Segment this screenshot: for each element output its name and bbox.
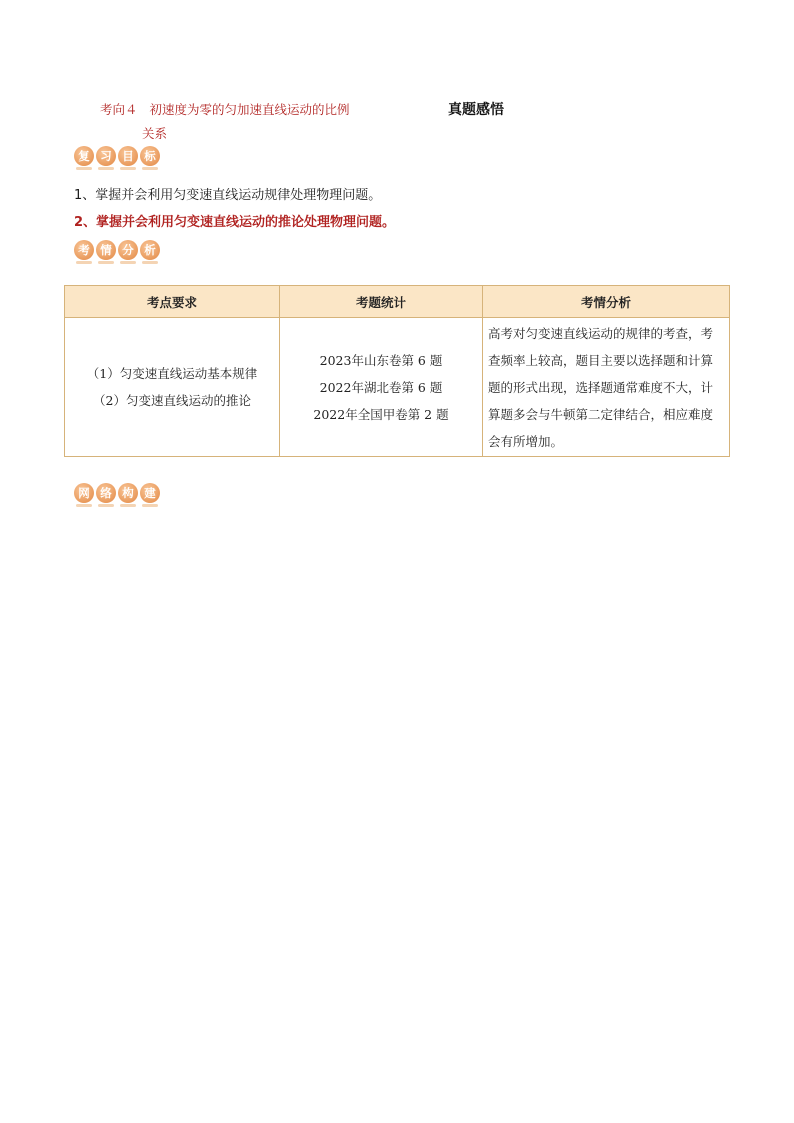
badge-exam-analysis — [74, 240, 160, 260]
topic-title: 初速度为零的匀加速直线运动的比例 — [149, 102, 350, 117]
badge-char: 建 — [140, 483, 160, 503]
badge-char: 考 — [74, 240, 94, 260]
requirements-cell — [65, 318, 280, 457]
table-header-row — [65, 286, 730, 318]
badge-char: 复 — [74, 146, 94, 166]
badge-char: 目 — [118, 146, 138, 166]
statistic-item: 2023年山东卷第 6 题 — [319, 352, 443, 368]
header-statistics: 考题统计 — [280, 286, 483, 318]
badge-char: 络 — [96, 483, 116, 503]
badge-char: 标 — [140, 146, 160, 166]
goal-item-1: 1、掌握并会利用匀变速直线运动规律处理物理问题。 — [74, 188, 382, 203]
topic-title-continuation: 关系 — [142, 126, 168, 141]
badge-char: 构 — [118, 483, 138, 503]
header-analysis: 考情分析 — [483, 286, 730, 318]
badge-review-goals — [74, 146, 160, 166]
badge-char: 情 — [96, 240, 116, 260]
requirement-item: （1）匀变速直线运动基本规律 — [86, 366, 258, 381]
header-requirements: 考点要求 — [65, 286, 280, 318]
badge-char: 习 — [96, 146, 116, 166]
goal-item-2: 2、掌握并会利用匀变速直线运动的推论处理物理问题。 — [74, 215, 396, 230]
requirement-item: （2）匀变速直线运动的推论 — [93, 393, 251, 408]
section-label-real-exam: 真题感悟 — [448, 102, 504, 118]
statistics-cell — [280, 318, 483, 457]
badge-network — [74, 483, 160, 503]
statistic-item: 2022年全国甲卷第 2 题 — [313, 406, 449, 422]
topic-heading — [100, 100, 350, 118]
topic-number: 考向４ — [100, 102, 138, 117]
badge-char: 分 — [118, 240, 138, 260]
badge-char: 析 — [140, 240, 160, 260]
badge-char: 网 — [74, 483, 94, 503]
analysis-cell: 高考对匀变速直线运动的规律的考查，考查频率上较高，题目主要以选择题和计算题的形式出现，选择题通常难度不大，计算题多会与牛顿第二定律结合，相应难度会有所增加。 — [483, 318, 730, 457]
table-row — [65, 318, 730, 457]
statistic-item: 2022年湖北卷第 6 题 — [319, 379, 443, 395]
exam-info-table — [64, 285, 730, 457]
